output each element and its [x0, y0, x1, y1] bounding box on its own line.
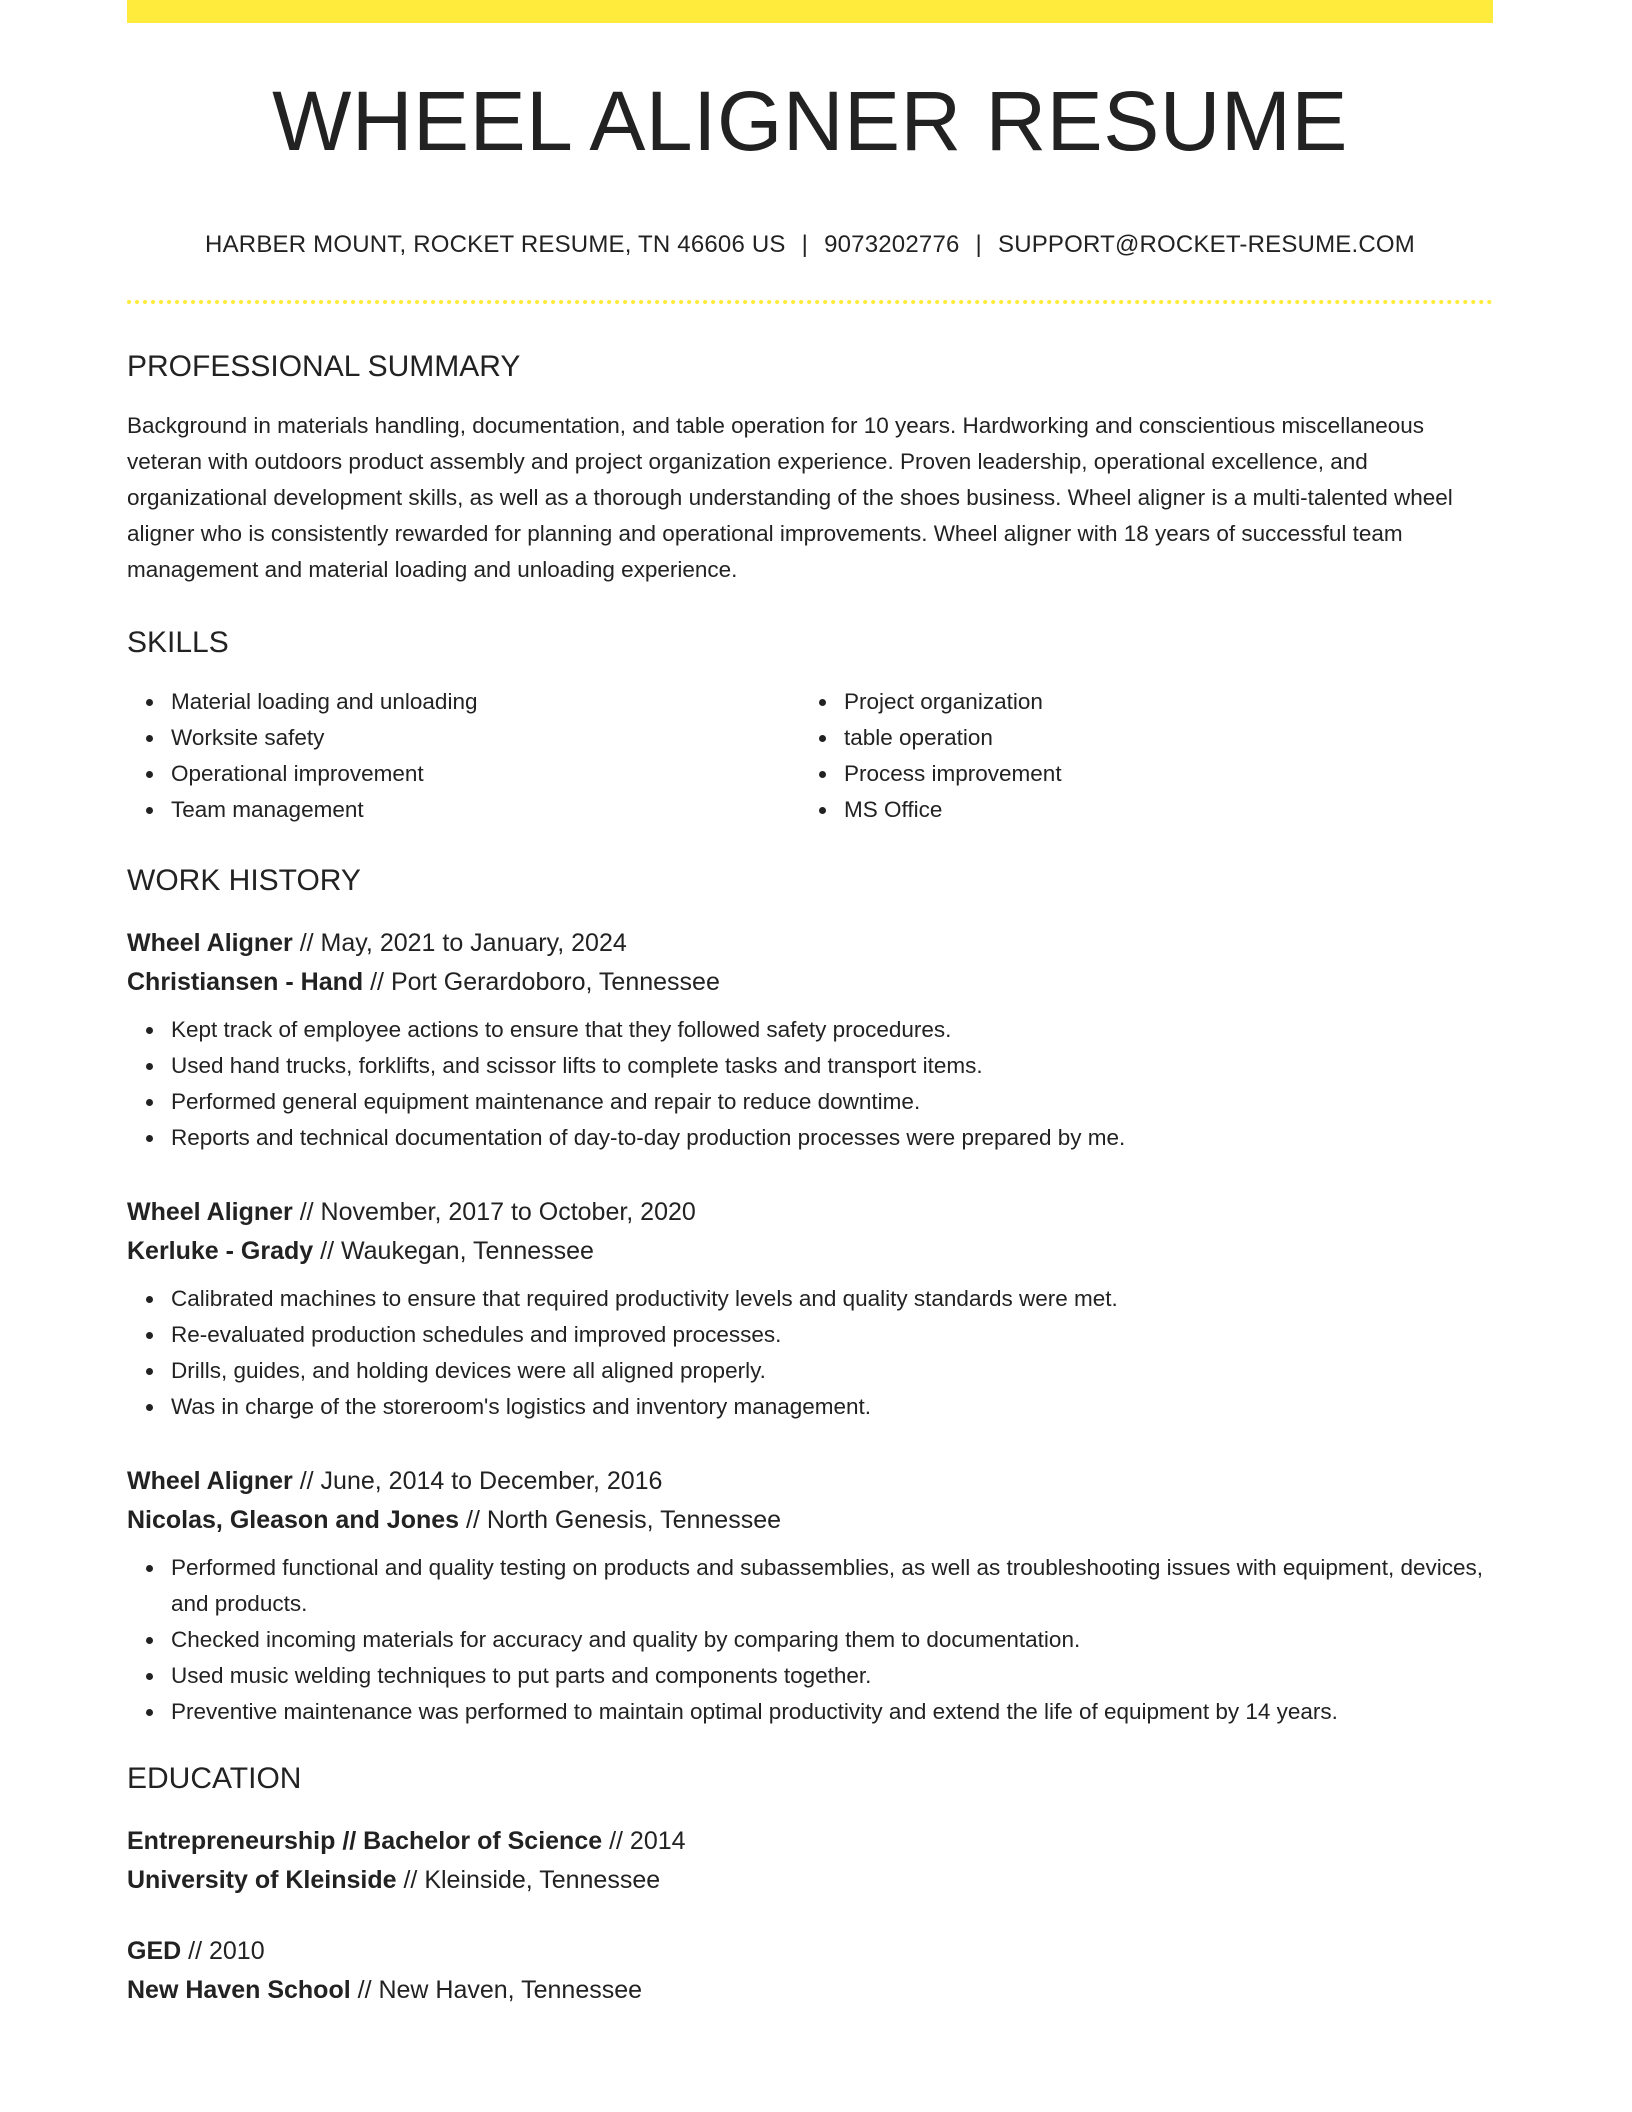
duty-item: Used hand trucks, forklifts, and scissor lifts to complete tasks and transport items.	[171, 1048, 1493, 1084]
top-accent-bar	[127, 0, 1493, 23]
duty-item: Re-evaluated production schedules and improved processes.	[171, 1317, 1493, 1353]
skill-item: Project organization	[844, 684, 1473, 720]
education-school-line	[127, 1971, 1493, 2010]
skill-item: Worksite safety	[171, 720, 800, 756]
duty-item: Kept track of employee actions to ensure that they followed safety procedures.	[171, 1012, 1493, 1048]
skill-item: table operation	[844, 720, 1473, 756]
job-company: Kerluke - Grady	[127, 1237, 314, 1265]
skill-item: Material loading and unloading	[171, 684, 800, 720]
duty-item: Drills, guides, and holding devices were all aligned properly.	[171, 1353, 1493, 1389]
education-degree-line	[127, 1822, 1493, 1861]
job-company: Christiansen - Hand	[127, 968, 364, 996]
contact-email: SUPPORT@ROCKET-RESUME.COM	[997, 231, 1415, 258]
job-entry	[127, 1193, 1493, 1425]
education-entry	[127, 1932, 1493, 2010]
contact-phone: 9073202776	[824, 231, 960, 258]
education-school: New Haven School	[127, 1976, 351, 2004]
skills-column-left	[127, 684, 800, 828]
duty-item: Preventive maintenance was performed to maintain optimal productivity and extend the life of equipment by 14 years.	[171, 1694, 1493, 1730]
skills-heading: SKILLS	[127, 626, 229, 659]
job-entry	[127, 1462, 1493, 1730]
dotted-divider	[127, 300, 1493, 304]
job-title: Wheel Aligner	[127, 1467, 293, 1495]
job-title-line	[127, 1462, 1493, 1501]
job-duties	[127, 1281, 1493, 1425]
summary-text: Background in materials handling, documentation, and table operation for 10 years. Hardworking and conscientious miscellaneous veteran with outdoors product assembly and project organization experience. Proven leadership, operational excellence, and organizational development skills, as well as a thorough understanding of the shoes business. Wheel aligner is a multi-talented wheel aligner who is consistently rewarded for planning and operational improvements. Wheel aligner with 18 years of successful team management and material loading and unloading experience.	[127, 413, 1453, 582]
education-heading: EDUCATION	[127, 1762, 302, 1795]
duty-item: Calibrated machines to ensure that required productivity levels and quality standards were met.	[171, 1281, 1493, 1317]
education-year: // 2010	[188, 1937, 265, 1965]
job-duties	[127, 1012, 1493, 1156]
job-dates: // June, 2014 to December, 2016	[299, 1467, 663, 1495]
job-title-line	[127, 1193, 1493, 1232]
contact-separator: |	[801, 231, 809, 258]
duty-item: Checked incoming materials for accuracy and quality by comparing them to documentation.	[171, 1622, 1493, 1658]
contact-address: HARBER MOUNT, ROCKET RESUME, TN 46606 US	[205, 231, 786, 258]
duty-item: Performed functional and quality testing on products and subassemblies, as well as troubleshooting issues with equipment, devices, and products.	[171, 1550, 1493, 1622]
document-title: WHEEL ALIGNER RESUME	[272, 74, 1348, 168]
duty-item: Was in charge of the storeroom's logistics and inventory management.	[171, 1389, 1493, 1425]
job-dates: // November, 2017 to October, 2020	[299, 1198, 696, 1226]
job-title-line	[127, 924, 1493, 963]
job-dates: // May, 2021 to January, 2024	[299, 929, 627, 957]
resume-page	[127, 0, 1493, 2010]
education-year: // 2014	[609, 1827, 686, 1855]
contact-line	[127, 233, 1493, 257]
job-title: Wheel Aligner	[127, 1198, 293, 1226]
job-location: // North Genesis, Tennessee	[466, 1506, 782, 1534]
job-company-line	[127, 1232, 1493, 1271]
education-school-line	[127, 1861, 1493, 1900]
education-school: University of Kleinside	[127, 1866, 397, 1894]
education-degree: GED	[127, 1937, 182, 1965]
job-company-line	[127, 1501, 1493, 1540]
duty-item: Performed general equipment maintenance and repair to reduce downtime.	[171, 1084, 1493, 1120]
education-degree: Entrepreneurship // Bachelor of Science	[127, 1827, 603, 1855]
education-location: // Kleinside, Tennessee	[403, 1866, 661, 1894]
job-entry	[127, 924, 1493, 1156]
duty-item: Reports and technical documentation of day-to-day production processes were prepared by me.	[171, 1120, 1493, 1156]
job-company: Nicolas, Gleason and Jones	[127, 1506, 460, 1534]
summary-heading: PROFESSIONAL SUMMARY	[127, 350, 521, 383]
skill-item: MS Office	[844, 792, 1473, 828]
job-location: // Waukegan, Tennessee	[320, 1237, 594, 1265]
job-location: // Port Gerardoboro, Tennessee	[370, 968, 720, 996]
education-degree-line	[127, 1932, 1493, 1971]
skill-item: Team management	[171, 792, 800, 828]
job-company-line	[127, 963, 1493, 1002]
education-entry	[127, 1822, 1493, 1900]
job-title: Wheel Aligner	[127, 929, 293, 957]
skills-column-right	[800, 684, 1473, 828]
skill-item: Operational improvement	[171, 756, 800, 792]
duty-item: Used music welding techniques to put parts and components together.	[171, 1658, 1493, 1694]
contact-separator: |	[975, 231, 982, 258]
work-history-heading: WORK HISTORY	[127, 864, 361, 897]
education-location: // New Haven, Tennessee	[357, 1976, 643, 2004]
skills-list	[127, 684, 1493, 828]
skill-item: Process improvement	[844, 756, 1473, 792]
job-duties	[127, 1550, 1493, 1730]
